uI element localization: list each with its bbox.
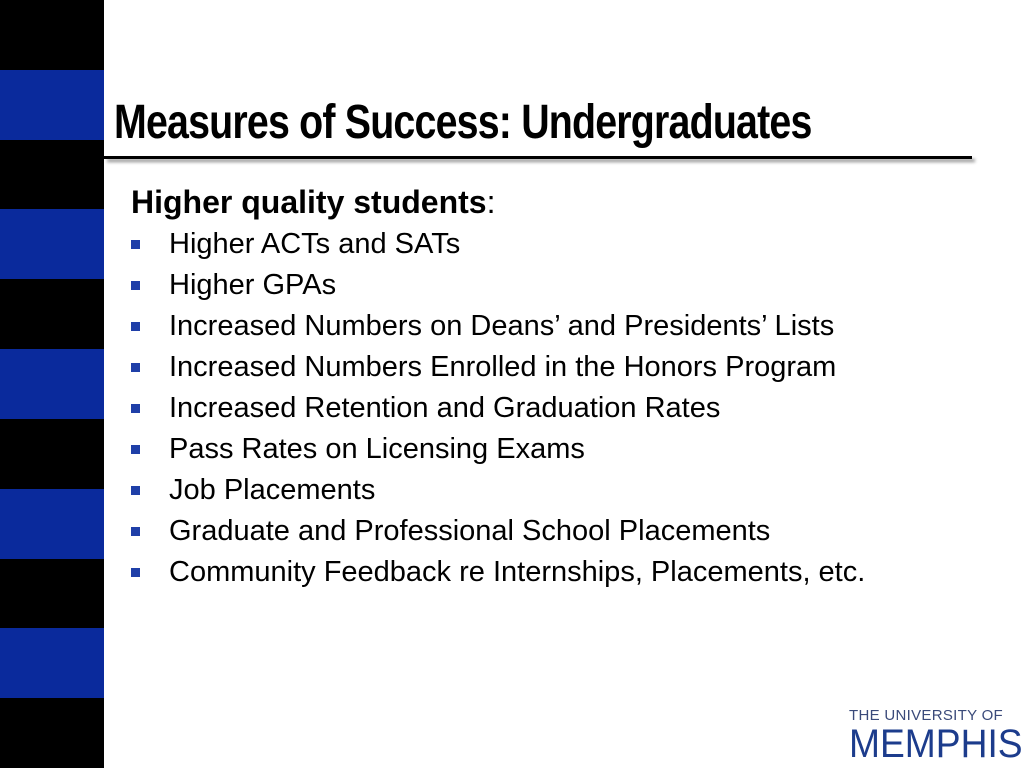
- stripe-black: [0, 419, 104, 489]
- square-bullet-icon: [131, 568, 140, 577]
- bullet-item: [131, 429, 865, 470]
- bullet-text: Higher ACTs and SATs: [169, 228, 461, 260]
- square-bullet-icon: [131, 527, 140, 536]
- university-logo: [849, 707, 1023, 766]
- bullet-list: [131, 224, 865, 593]
- bullet-item: [131, 470, 865, 511]
- bullet-text: Increased Retention and Graduation Rates: [169, 392, 721, 424]
- stripe-blue: [0, 349, 104, 419]
- subheading-bold: Higher quality students: [131, 184, 487, 220]
- square-bullet-icon: [131, 322, 140, 331]
- bullet-text: Increased Numbers Enrolled in the Honors Program: [169, 351, 837, 383]
- bullet-item: [131, 347, 865, 388]
- square-bullet-icon: [131, 445, 140, 454]
- bullet-text: Community Feedback re Internships, Placements, etc.: [169, 556, 866, 588]
- stripe-blue: [0, 628, 104, 698]
- subheading: [131, 180, 495, 224]
- slide-title: Measures of Success: Undergraduates: [114, 96, 812, 149]
- bullet-text: Increased Numbers on Deans’ and Presidents’ Lists: [169, 310, 835, 342]
- stripe-black: [0, 140, 104, 210]
- logo-line-2: MEMPHIS: [849, 722, 1023, 766]
- left-stripe-bar: [0, 0, 104, 768]
- subheading-suffix: :: [486, 184, 496, 220]
- square-bullet-icon: [131, 240, 140, 249]
- bullet-item: [131, 224, 865, 265]
- bullet-item: [131, 552, 865, 593]
- stripe-black: [0, 279, 104, 349]
- square-bullet-icon: [131, 404, 140, 413]
- title-underline: [104, 156, 972, 159]
- bullet-text: Pass Rates on Licensing Exams: [169, 433, 585, 465]
- stripe-blue: [0, 489, 104, 559]
- bullet-text: Higher GPAs: [169, 269, 337, 301]
- stripe-black: [0, 559, 104, 629]
- square-bullet-icon: [131, 486, 140, 495]
- bullet-text: Graduate and Professional School Placements: [169, 515, 771, 547]
- stripe-black: [0, 698, 104, 768]
- bullet-item: [131, 388, 865, 429]
- square-bullet-icon: [131, 281, 140, 290]
- bullet-text: Job Placements: [169, 474, 376, 506]
- bullet-item: [131, 265, 865, 306]
- logo-line-1: THE UNIVERSITY OF: [849, 707, 1004, 724]
- square-bullet-icon: [131, 363, 140, 372]
- stripe-black: [0, 0, 104, 70]
- stripe-blue: [0, 70, 104, 140]
- bullet-item: [131, 306, 865, 347]
- bullet-item: [131, 511, 865, 552]
- stripe-blue: [0, 209, 104, 279]
